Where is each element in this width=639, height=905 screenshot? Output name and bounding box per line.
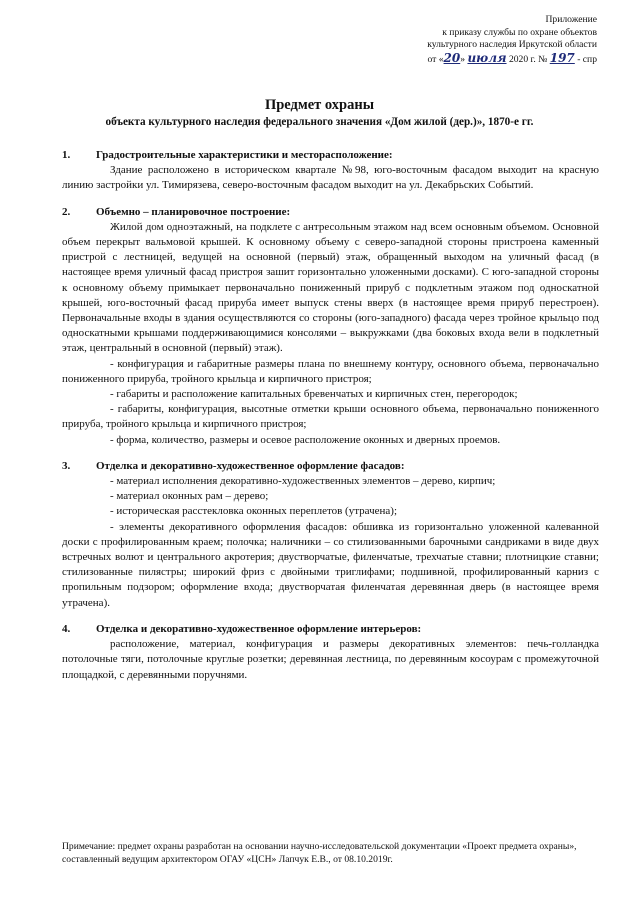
appendix-header — [427, 14, 597, 66]
section-3-list-item: - элементы декоративного оформления фасадов: обшивка из горизонтально уложенной калеванной доски с профилированным краем; полочка; наличники – со стилизованными барочными сандриками в виде двух встречных волют и центрального акротерия; двустворчатые, филенчатые, трехчатые ставни; плотницкие ставни; стилизованные пилястры; широкий фриз с двойными триглифами; подшивной, профилированный карниз с пропильным подзором; оформление входа; двустворчатая филенчатая деревянная дверь (в настоящее время утрачена). — [62, 520, 599, 609]
section-3-heading — [62, 459, 599, 474]
section-heading-text: Объемно – планировочное построение: — [96, 205, 291, 218]
order-line — [427, 52, 597, 67]
section-number: 1. — [62, 149, 71, 161]
document-body — [62, 148, 599, 683]
appendix-line-2: к приказу службы по охране объектов — [442, 26, 597, 38]
section-2-list-item: - габариты и расположение капитальных бревенчатых и кирпичных стен, перегородок; — [110, 388, 518, 401]
section-2-list-item: - конфигурация и габаритные размеры плана по внешнему контуру, основного объема, первоначально пониженного прируба, тройного крыльца и кирпичного пристроя; — [62, 357, 599, 385]
section-2-paragraph: Жилой дом одноэтажный, на подклете с антресольным этажом над всем основным объемом. Основной объем перекрыт вальмовой крышей. К основному объему с северо-западной стороны пристроена каменный пристрой с лестницей, ведущей на основной (первый) этаж, обращенный выходом на уличный фасад (в настоящее время уличный фасад пристроя зашит горизонтально уложенными досками). С юго-западной стороны к основному объему примыкает первоначально пониженный прируб с подклетным этажом под односкатной крышей, юго-восточный фасад прируба имеет выпуск стены вверх (в настоящее время прируб перестроен). Первоначальные входы в здания осуществляются со стороны (юго-западного) фасада через тройное крыльцо под односкатными крышами поддерживающимися консолями – выкружками (два боковых входа вели в подклетный этаж, центральный в основной (первый) этаж). — [62, 220, 599, 355]
order-mid1: » — [460, 53, 466, 65]
order-day: 20 — [443, 50, 461, 65]
section-2-heading — [62, 205, 599, 220]
appendix-line-3: культурного наследия Иркутской области — [427, 39, 597, 51]
section-3-list-item: - материал оконных рам – дерево; — [110, 490, 269, 503]
section-number: 4. — [62, 622, 71, 635]
section-heading-text: Градостроительные характеристики и месторасположение: — [96, 149, 393, 161]
section-number: 3. — [62, 459, 71, 472]
section-heading-text: Отделка и декоративно-художественное оформление интерьеров: — [96, 622, 422, 635]
section-2-list-item: - форма, количество, размеры и осевое расположение оконных и дверных проемов. — [110, 433, 501, 446]
order-month: июля — [467, 50, 507, 65]
footnote: Примечание: предмет охраны разработан на основании научно-исследовательской документации «Проект предмета охраны», составленный ведущим архитектором ОГАУ «ЦСН» Лапчук Е.В., от 08.10.2019г. — [62, 841, 577, 865]
section-3-list-item: - материал исполнения декоративно-художественных элементов – дерево, кирпич; — [110, 475, 496, 488]
section-1-heading — [62, 148, 599, 163]
section-4-heading — [62, 622, 599, 637]
section-2-list-item: - габариты, конфигурация, высотные отметки крыши основного объема, первоначально пониженного прируба, тройного крыльца и кирпичного пристроя; — [62, 403, 599, 431]
section-3-list-item: - историческая расстекловка оконных переплетов (утрачена); — [110, 505, 398, 518]
section-number: 2. — [62, 205, 71, 218]
order-mid2: 2020 г. № — [508, 53, 548, 65]
appendix-line-1: Приложение — [545, 14, 597, 25]
document-subtitle: объекта культурного наследия федерального значения «Дом жилой (дер.)», 1870-е гг. — [105, 116, 534, 128]
section-heading-text: Отделка и декоративно-художественное оформление фасадов: — [96, 459, 405, 472]
document-title: Предмет охраны — [264, 97, 375, 113]
order-number: 197 — [549, 50, 575, 65]
order-suffix: - спр — [577, 53, 597, 65]
order-prefix: от « — [427, 53, 444, 65]
section-4-paragraph: расположение, материал, конфигурация и размеры декоративных элементов: печь-голландка потолочные тяги, потолочные круглые розетки; деревянная лестница, по деревянным косоурам с промежуточной площадкой, с деревянными поручнями. — [62, 638, 599, 681]
section-1-paragraph: Здание расположено в историческом квартале №98, юго-восточным фасадом выходит на красную линию застройки ул. Тимирязева, северо-восточным фасадом выходит на ул. Декабрьских Событий. — [62, 164, 599, 192]
